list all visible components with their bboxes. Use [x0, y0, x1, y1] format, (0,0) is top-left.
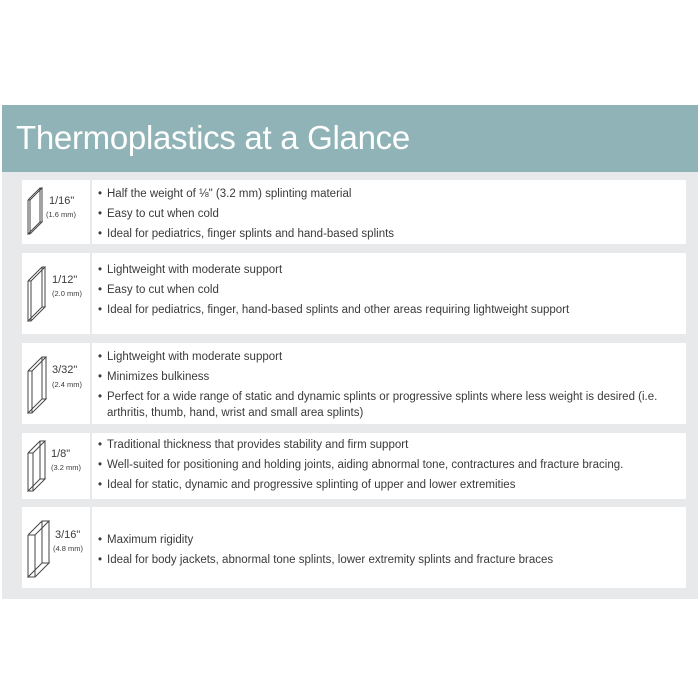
feature-item: • Ideal for pediatrics, finger, hand-based splints and other areas requiring lightweight support — [98, 303, 682, 319]
page-title: Thermoplastics at a Glance — [16, 119, 410, 156]
thickness-mm-label: (3.2 mm) — [51, 463, 81, 472]
thickness-mm-label: (1.6 mm) — [46, 210, 76, 219]
thickness-label: 1/12" — [52, 274, 78, 286]
thickness-mm-label: (2.4 mm) — [52, 380, 82, 389]
thickness-icon-cell — [22, 253, 92, 334]
feature-item: • Easy to cut when cold — [98, 207, 682, 223]
header-bar — [2, 105, 698, 172]
thickness-label: 1/8" — [51, 448, 71, 460]
thickness-row-1-8 — [22, 433, 686, 499]
thickness-mm-label: (2.0 mm) — [52, 289, 82, 298]
feature-item: • Lightweight with moderate support — [98, 350, 682, 366]
thickness-row-3-16 — [22, 507, 686, 588]
sheet-thickness-3-32-icon — [26, 347, 52, 419]
feature-item: • Traditional thickness that provides stability and firm support — [98, 438, 682, 454]
thickness-row-3-32 — [22, 343, 686, 424]
thickness-label: 3/32" — [52, 364, 78, 376]
feature-item: • Maximum rigidity — [98, 533, 682, 549]
feature-list — [98, 438, 682, 498]
thickness-row-1-12 — [22, 253, 686, 334]
feature-item: • Ideal for pediatrics, finger splints and hand-based splints — [98, 227, 682, 243]
thickness-row-1-16 — [22, 180, 686, 244]
thickness-label: 3/16" — [55, 529, 81, 541]
feature-item: • Easy to cut when cold — [98, 283, 682, 299]
thickness-mm-label: (4.8 mm) — [53, 544, 83, 553]
sheet-thickness-1-12-icon — [26, 257, 52, 327]
thickness-label: 1/16" — [49, 195, 75, 207]
feature-item: • Minimizes bulkiness — [98, 370, 682, 386]
thermoplastics-panel — [2, 105, 698, 599]
feature-item: • Ideal for body jackets, abnormal tone splints, lower extremity splints and fracture braces — [98, 553, 682, 569]
feature-item: • Half the weight of ⅛" (3.2 mm) splinting material — [98, 187, 682, 203]
feature-list — [98, 350, 682, 426]
thickness-icon-cell — [22, 180, 92, 244]
feature-item: • Lightweight with moderate support — [98, 263, 682, 279]
feature-list — [98, 533, 682, 573]
sheet-thickness-1-8-icon — [26, 437, 54, 495]
feature-list — [98, 187, 682, 247]
thickness-icon-cell — [22, 507, 92, 588]
feature-list — [98, 263, 682, 323]
thickness-icon-cell — [22, 343, 92, 424]
feature-item: • Well-suited for positioning and holding joints, aiding abnormal tone, contractures and fracture bracing. — [98, 458, 682, 474]
feature-item: • Perfect for a wide range of static and dynamic splints or progressive splints where less weight is desired (i.e. arthritis, thumb, hand, wrist and small area splints) — [98, 390, 682, 421]
feature-item: • Ideal for static, dynamic and progressive splinting of upper and lower extremities — [98, 478, 682, 494]
thickness-icon-cell — [22, 433, 92, 499]
